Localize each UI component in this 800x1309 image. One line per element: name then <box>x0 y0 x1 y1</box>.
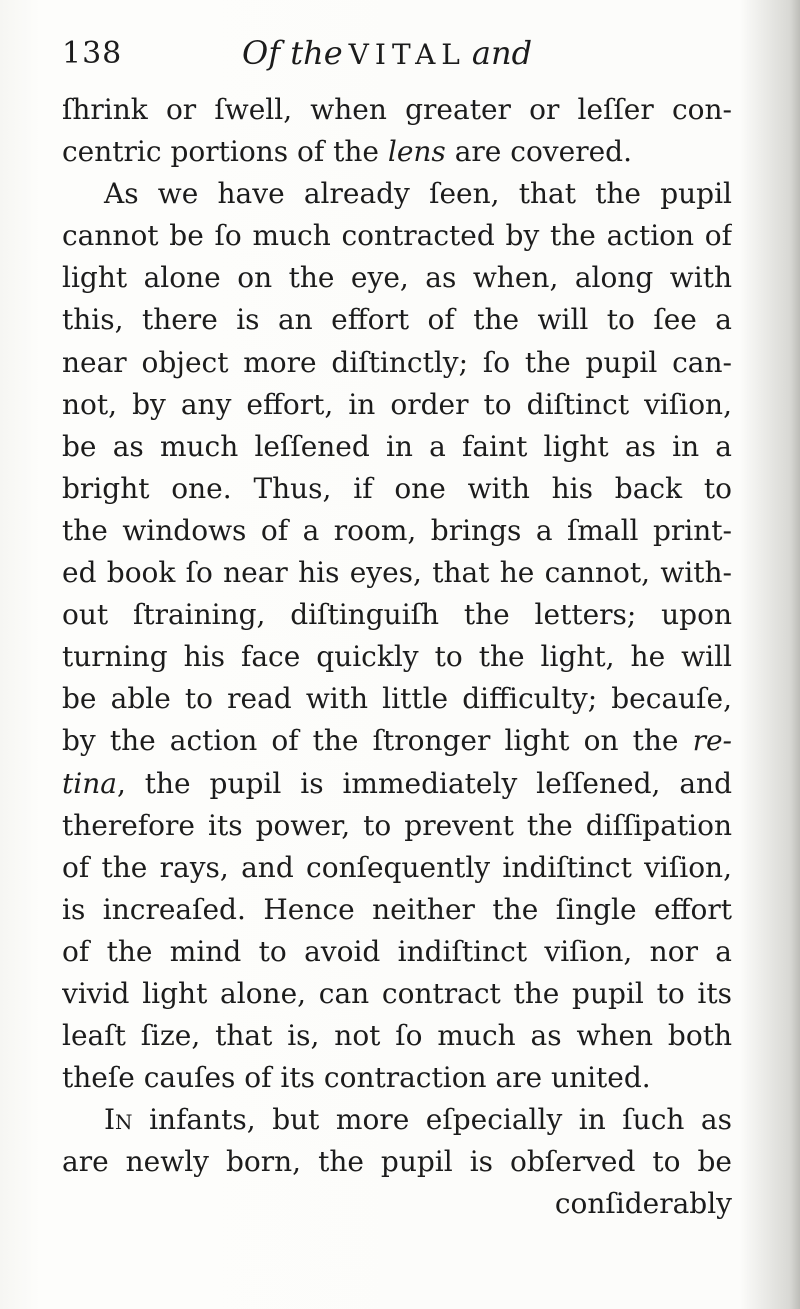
text-line: near object more diſtinctly; ſo the pupil can- <box>62 345 732 379</box>
running-head <box>242 34 532 72</box>
text-line: be as much leſſened in a faint light as in a <box>62 429 732 463</box>
text-line: tina, the pupil is immediately leſſened, and <box>62 766 732 800</box>
text-line: bright one. Thus, if one with his back to <box>62 471 732 505</box>
page-header <box>62 30 732 78</box>
running-head-of: Of the <box>242 34 343 72</box>
text-line: of the mind to avoid indiſtinct viſion, nor a <box>62 934 732 968</box>
italic-term: re- <box>692 724 732 758</box>
text-line: of the rays, and conſequently indiſtinct viſion, <box>62 850 732 884</box>
text-line: be able to read with little difficulty; becauſe, <box>62 682 732 716</box>
text-line: ſhrink or ſwell, when greater or leſſer con- <box>62 93 732 126</box>
catchword: conſiderably <box>554 1187 732 1221</box>
text-line: by the action of the ſtronger light on the re- <box>62 724 732 758</box>
text-line: the windows of a room, brings a ſmall print- <box>62 513 732 547</box>
text-line: theſe cauſes of its contraction are united. <box>62 1061 651 1095</box>
text-line: this, there is an effort of the will to ſee a <box>62 303 732 337</box>
text-line: turning his face quickly to the light, he will <box>62 640 732 674</box>
text-line: out ſtraining, diſtinguiſh the letters; upon <box>62 598 732 632</box>
body-text <box>62 89 732 1226</box>
text-line: is increaſed. Hence neither the ſingle effort <box>62 892 732 926</box>
text-line: ed book ſo near his eyes, that he cannot, with- <box>62 556 732 590</box>
text-line: not, by any effort, in order to diſtinct viſion, <box>62 387 732 421</box>
text-line: light alone on the eye, as when, along with <box>62 261 732 295</box>
running-head-vital: VITAL <box>348 38 466 71</box>
paragraph-start-line: In infants, but more eſpecially in ſuch as <box>104 1103 732 1137</box>
paragraph-start-line: As we have already ſeen, that the pupil <box>104 177 732 211</box>
italic-term: lens <box>387 135 446 169</box>
text-line: cannot be ſo much contracted by the action of <box>62 219 732 253</box>
text-line: leaſt ſize, that is, not ſo much as when both <box>62 1019 732 1053</box>
page-number: 138 <box>62 36 123 71</box>
running-head-and: and <box>471 34 533 72</box>
text-line: therefore its power, to prevent the diſſipation <box>62 808 732 842</box>
text-line: centric portions of the lens are covered. <box>62 135 632 169</box>
text-line: vivid light alone, can contract the pupil to its <box>62 976 732 1010</box>
italic-term: tina <box>62 766 117 800</box>
text-line: are newly born, the pupil is obſerved to be <box>62 1145 732 1179</box>
small-caps-opening: In <box>104 1103 133 1137</box>
